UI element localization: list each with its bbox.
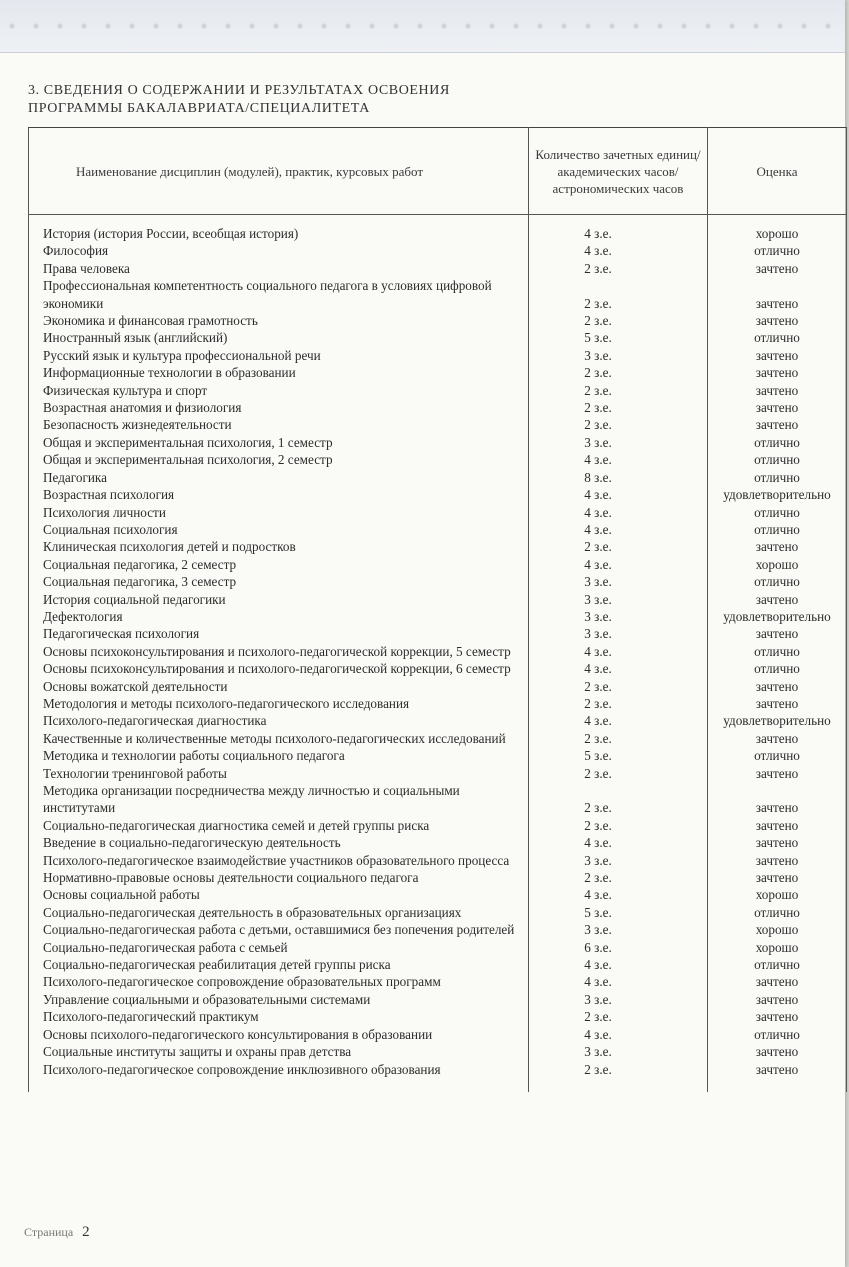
grade-value: отлично <box>708 904 847 921</box>
discipline-name: Социально-педагогическая работа с детьми, оставшимися без попечения родителей <box>29 921 529 938</box>
grade-value: зачтено <box>708 260 847 277</box>
discipline-name: Психолого-педагогическое взаимодействие участников образовательного процесса <box>29 852 529 869</box>
grade-value: зачтено <box>708 834 847 851</box>
credit-units: 3 з.е. <box>529 608 708 625</box>
grade-value: зачтено <box>708 817 847 834</box>
header-discipline-name: Наименование дисциплин (модулей), практик, курсовых работ <box>29 128 529 215</box>
credit-units: 4 з.е. <box>529 556 708 573</box>
grade-value: отлично <box>708 329 847 346</box>
discipline-name: Возрастная психология <box>29 486 529 503</box>
grades-table <box>28 127 847 1092</box>
table-row <box>29 242 847 259</box>
credit-units: 2 з.е. <box>529 869 708 886</box>
table-row <box>29 573 847 590</box>
table-row <box>29 817 847 834</box>
grade-value: отлично <box>708 451 847 468</box>
grade-value: хорошо <box>708 886 847 903</box>
discipline-name: Социальная педагогика, 3 семестр <box>29 573 529 590</box>
table-row <box>29 1061 847 1092</box>
grade-value: зачтено <box>708 399 847 416</box>
credit-units: 4 з.е. <box>529 242 708 259</box>
discipline-name: Социально-педагогическая реабилитация детей группы риска <box>29 956 529 973</box>
credit-units: 3 з.е. <box>529 852 708 869</box>
grades-table-body <box>29 215 847 1092</box>
credit-units: 8 з.е. <box>529 469 708 486</box>
discipline-name: Основы психолого-педагогического консультирования в образовании <box>29 1026 529 1043</box>
credit-units: 3 з.е. <box>529 991 708 1008</box>
table-row <box>29 712 847 729</box>
grade-value: зачтено <box>708 591 847 608</box>
table-row <box>29 215 847 243</box>
page-number: 2 <box>82 1224 90 1240</box>
table-row <box>29 660 847 677</box>
grade-value: зачтено <box>708 1043 847 1060</box>
discipline-name: Социально-педагогическая деятельность в образовательных организациях <box>29 904 529 921</box>
credit-units: 2 з.е. <box>529 312 708 329</box>
table-row <box>29 1008 847 1025</box>
table-row <box>29 521 847 538</box>
credit-units: 2 з.е. <box>529 765 708 782</box>
grade-value: зачтено <box>708 852 847 869</box>
credit-units: 4 з.е. <box>529 215 708 243</box>
discipline-name: История (история России, всеобщая история) <box>29 215 529 243</box>
credit-units: 2 з.е. <box>529 277 708 312</box>
credit-units: 2 з.е. <box>529 1061 708 1092</box>
table-row <box>29 591 847 608</box>
discipline-name: Педагогика <box>29 469 529 486</box>
grade-value: зачтено <box>708 538 847 555</box>
table-row <box>29 347 847 364</box>
credit-units: 4 з.е. <box>529 660 708 677</box>
credit-units: 2 з.е. <box>529 538 708 555</box>
table-header-row <box>29 128 847 215</box>
credit-units: 4 з.е. <box>529 712 708 729</box>
table-row <box>29 486 847 503</box>
credit-units: 3 з.е. <box>529 591 708 608</box>
table-row <box>29 834 847 851</box>
table-row <box>29 939 847 956</box>
credit-units: 2 з.е. <box>529 730 708 747</box>
credit-units: 3 з.е. <box>529 1043 708 1060</box>
table-row <box>29 608 847 625</box>
discipline-name: Дефектология <box>29 608 529 625</box>
table-row <box>29 678 847 695</box>
table-row <box>29 260 847 277</box>
table-row <box>29 730 847 747</box>
grade-value: удовлетворительно <box>708 608 847 625</box>
grade-value: удовлетворительно <box>708 712 847 729</box>
table-row <box>29 973 847 990</box>
table-row <box>29 956 847 973</box>
credit-units: 4 з.е. <box>529 451 708 468</box>
credit-units: 2 з.е. <box>529 695 708 712</box>
grade-value: зачтено <box>708 416 847 433</box>
discipline-name: Основы социальной работы <box>29 886 529 903</box>
grade-value: зачтено <box>708 730 847 747</box>
discipline-name: Безопасность жизнедеятельности <box>29 416 529 433</box>
credit-units: 2 з.е. <box>529 1008 708 1025</box>
grade-value: зачтено <box>708 991 847 1008</box>
table-row <box>29 747 847 764</box>
grade-value: зачтено <box>708 312 847 329</box>
discipline-name: Основы вожатской деятельности <box>29 678 529 695</box>
discipline-name: Иностранный язык (английский) <box>29 329 529 346</box>
discipline-name: Психология личности <box>29 504 529 521</box>
discipline-name: Клиническая психология детей и подростков <box>29 538 529 555</box>
discipline-name: Психолого-педагогическое сопровождение образовательных программ <box>29 973 529 990</box>
table-row <box>29 382 847 399</box>
credit-units: 3 з.е. <box>529 625 708 642</box>
table-row <box>29 556 847 573</box>
grade-value: отлично <box>708 521 847 538</box>
header-grade: Оценка <box>708 128 847 215</box>
credit-units: 3 з.е. <box>529 434 708 451</box>
credit-units: 2 з.е. <box>529 678 708 695</box>
grade-value: отлично <box>708 469 847 486</box>
grade-value: зачтено <box>708 678 847 695</box>
discipline-name: Методология и методы психолого-педагогического исследования <box>29 695 529 712</box>
grade-value: зачтено <box>708 782 847 817</box>
grade-value: отлично <box>708 643 847 660</box>
credit-units: 2 з.е. <box>529 399 708 416</box>
discipline-name: Психолого-педагогический практикум <box>29 1008 529 1025</box>
header-credit-units: Количество зачетных единиц/ академических часов/ астрономических часов <box>529 128 708 215</box>
credit-units: 3 з.е. <box>529 347 708 364</box>
credit-units: 2 з.е. <box>529 416 708 433</box>
grade-value: зачтено <box>708 1061 847 1092</box>
discipline-name: Права человека <box>29 260 529 277</box>
table-row <box>29 504 847 521</box>
grade-value: зачтено <box>708 765 847 782</box>
credit-units: 6 з.е. <box>529 939 708 956</box>
grade-value: хорошо <box>708 215 847 243</box>
table-row <box>29 991 847 1008</box>
grade-value: удовлетворительно <box>708 486 847 503</box>
table-row <box>29 329 847 346</box>
credit-units: 4 з.е. <box>529 1026 708 1043</box>
grade-value: зачтено <box>708 1008 847 1025</box>
table-row <box>29 765 847 782</box>
table-row <box>29 695 847 712</box>
grade-value: зачтено <box>708 973 847 990</box>
grade-value: отлично <box>708 434 847 451</box>
discipline-name: Социальная педагогика, 2 семестр <box>29 556 529 573</box>
credit-units: 3 з.е. <box>529 573 708 590</box>
page-footer <box>24 1224 90 1241</box>
discipline-name: Философия <box>29 242 529 259</box>
grade-value: отлично <box>708 1026 847 1043</box>
discipline-name: Общая и экспериментальная психология, 2 семестр <box>29 451 529 468</box>
discipline-name: Качественные и количественные методы психолого-педагогических исследований <box>29 730 529 747</box>
table-row <box>29 1026 847 1043</box>
discipline-name: Основы психоконсультирования и психолого-педагогической коррекции, 6 семестр <box>29 660 529 677</box>
discipline-name: Нормативно-правовые основы деятельности социального педагога <box>29 869 529 886</box>
grade-value: зачтено <box>708 869 847 886</box>
table-row <box>29 852 847 869</box>
discipline-name: Введение в социально-педагогическую деятельность <box>29 834 529 851</box>
credit-units: 3 з.е. <box>529 921 708 938</box>
table-row <box>29 399 847 416</box>
credit-units: 2 з.е. <box>529 260 708 277</box>
grade-value: зачтено <box>708 382 847 399</box>
table-row <box>29 782 847 817</box>
table-row <box>29 312 847 329</box>
credit-units: 2 з.е. <box>529 817 708 834</box>
discipline-name: Социально-педагогическая работа с семьей <box>29 939 529 956</box>
table-row <box>29 469 847 486</box>
discipline-name: Методика и технологии работы социального педагога <box>29 747 529 764</box>
grade-value: зачтено <box>708 364 847 381</box>
discipline-name: Социальная психология <box>29 521 529 538</box>
credit-units: 4 з.е. <box>529 834 708 851</box>
grade-value: хорошо <box>708 556 847 573</box>
credit-units: 4 з.е. <box>529 886 708 903</box>
grade-value: зачтено <box>708 695 847 712</box>
table-row <box>29 451 847 468</box>
grade-value: зачтено <box>708 277 847 312</box>
grade-value: хорошо <box>708 921 847 938</box>
discipline-name: Социально-педагогическая диагностика семей и детей группы риска <box>29 817 529 834</box>
discipline-name: Русский язык и культура профессиональной речи <box>29 347 529 364</box>
discipline-name: Технологии тренинговой работы <box>29 765 529 782</box>
grade-value: отлично <box>708 242 847 259</box>
credit-units: 4 з.е. <box>529 643 708 660</box>
credit-units: 4 з.е. <box>529 956 708 973</box>
table-row <box>29 277 847 312</box>
discipline-name: Основы психоконсультирования и психолого-педагогической коррекции, 5 семестр <box>29 643 529 660</box>
table-row <box>29 364 847 381</box>
grade-value: отлично <box>708 660 847 677</box>
table-row <box>29 416 847 433</box>
discipline-name: Профессиональная компетентность социального педагога в условиях цифровой экономики <box>29 277 529 312</box>
credit-units: 4 з.е. <box>529 973 708 990</box>
discipline-name: Экономика и финансовая грамотность <box>29 312 529 329</box>
discipline-name: Информационные технологии в образовании <box>29 364 529 381</box>
discipline-name: Социальные институты защиты и охраны прав детства <box>29 1043 529 1060</box>
credit-units: 2 з.е. <box>529 364 708 381</box>
grade-value: отлично <box>708 956 847 973</box>
credit-units: 4 з.е. <box>529 486 708 503</box>
table-row <box>29 1043 847 1060</box>
discipline-name: Психолого-педагогическая диагностика <box>29 712 529 729</box>
discipline-name: Возрастная анатомия и физиология <box>29 399 529 416</box>
grade-value: зачтено <box>708 625 847 642</box>
discipline-name: Общая и экспериментальная психология, 1 семестр <box>29 434 529 451</box>
grade-value: отлично <box>708 504 847 521</box>
credit-units: 5 з.е. <box>529 747 708 764</box>
discipline-name: Психолого-педагогическое сопровождение инклюзивного образования <box>29 1061 529 1092</box>
table-row <box>29 643 847 660</box>
grade-value: зачтено <box>708 347 847 364</box>
page-label: Страница <box>24 1225 74 1239</box>
discipline-name: Методика организации посредничества между личностью и социальными институтами <box>29 782 529 817</box>
table-row <box>29 869 847 886</box>
grade-value: отлично <box>708 573 847 590</box>
table-row <box>29 625 847 642</box>
table-row <box>29 538 847 555</box>
table-row <box>29 921 847 938</box>
table-row <box>29 904 847 921</box>
credit-units: 2 з.е. <box>529 382 708 399</box>
credit-units: 4 з.е. <box>529 521 708 538</box>
section-title: 3. СВЕДЕНИЯ О СОДЕРЖАНИИ И РЕЗУЛЬТАТАХ ОСВОЕНИЯ ПРОГРАММЫ БАКАЛАВРИАТА/СПЕЦИАЛИТЕТА <box>28 83 450 116</box>
credit-units: 4 з.е. <box>529 504 708 521</box>
discipline-name: Физическая культура и спорт <box>29 382 529 399</box>
credit-units: 5 з.е. <box>529 904 708 921</box>
discipline-name: Педагогическая психология <box>29 625 529 642</box>
table-row <box>29 434 847 451</box>
grade-value: хорошо <box>708 939 847 956</box>
discipline-name: История социальной педагогики <box>29 591 529 608</box>
credit-units: 5 з.е. <box>529 329 708 346</box>
discipline-name: Управление социальными и образовательными системами <box>29 991 529 1008</box>
table-row <box>29 886 847 903</box>
grade-value: отлично <box>708 747 847 764</box>
page-ornament-border <box>0 0 845 53</box>
credit-units: 2 з.е. <box>529 782 708 817</box>
